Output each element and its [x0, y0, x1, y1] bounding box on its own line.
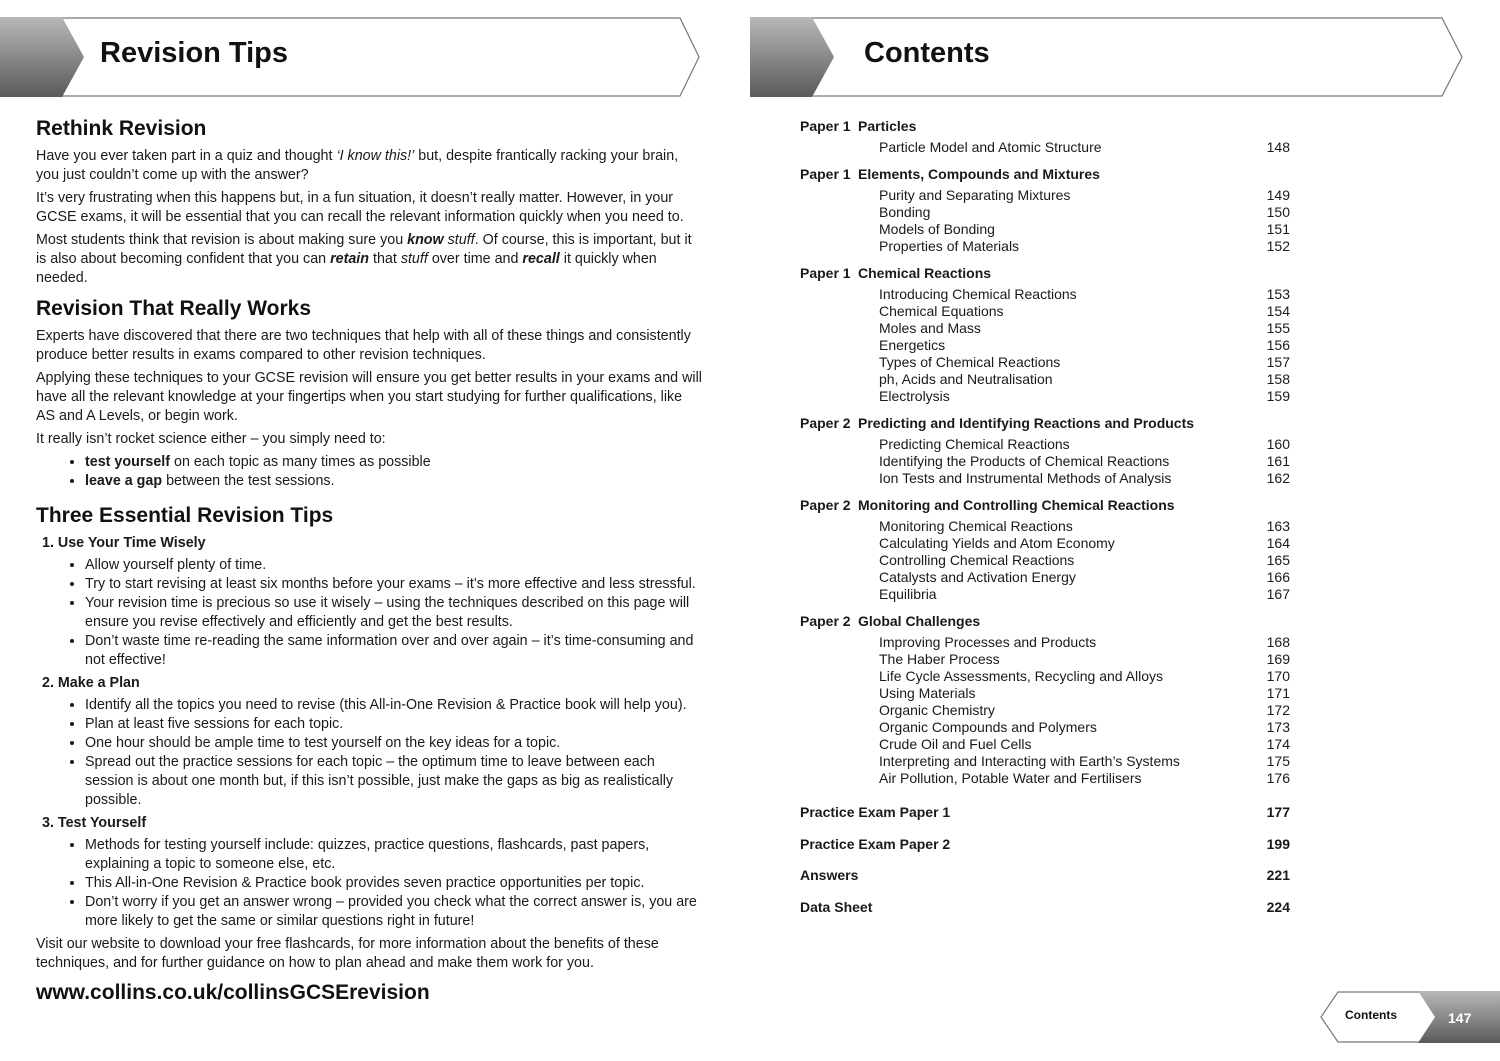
toc-section-heading — [800, 265, 1290, 282]
toc-entry-title: Chemical Equations — [879, 303, 1004, 319]
paper-label: Paper 2 — [800, 613, 851, 629]
revision-tips-content — [36, 116, 704, 1002]
toc-entry-title: Answers — [800, 867, 859, 883]
list-item: • Try to start revising at least six months before your exams – it’s more effective and less stressful. — [85, 575, 704, 594]
toc-entry[interactable] — [800, 518, 1290, 535]
toc-entry-page: 171 — [1266, 685, 1290, 701]
toc-entry[interactable] — [800, 651, 1290, 668]
toc-entry-page: 168 — [1266, 634, 1290, 650]
page-title: Revision Tips — [100, 37, 289, 69]
page-number: 147 — [1448, 1010, 1472, 1026]
toc-extra-entry[interactable] — [800, 836, 1290, 853]
toc-entry-page: 161 — [1266, 453, 1290, 469]
rethink-paragraph-2: It’s very frustrating when this happens but, in a fun situation, it doesn’t really matter. However, in your GCSE exams, it will be essential that you can recall the relevant information quickly when you need to. — [36, 190, 684, 225]
toc-entry-title: Crude Oil and Fuel Cells — [879, 736, 1032, 752]
list-item: • Allow yourself plenty of time. — [85, 556, 704, 575]
section-name: Chemical Reactions — [858, 265, 992, 281]
spacer — [800, 797, 1290, 804]
toc-entry-title: Interpreting and Interacting with Earth’s Systems — [879, 753, 1180, 769]
toc-entry-page: 158 — [1266, 371, 1290, 387]
text-bold: leave a gap — [85, 473, 163, 489]
toc-entry-page: 164 — [1266, 535, 1290, 551]
toc-entry[interactable] — [800, 337, 1290, 354]
toc-extra-entry[interactable] — [800, 804, 1290, 821]
rethink-paragraph-1 — [36, 147, 704, 185]
tip-1-heading: 1. Use Your Time Wisely — [42, 535, 206, 551]
toc-entry[interactable] — [800, 586, 1290, 603]
tip-2-list — [36, 696, 704, 810]
toc-entry[interactable] — [800, 371, 1290, 388]
toc-entry[interactable] — [800, 187, 1290, 204]
toc-section — [800, 166, 1290, 255]
toc-entry-title: Purity and Separating Mixtures — [879, 187, 1071, 203]
toc-entry-page: 157 — [1266, 354, 1290, 370]
paper-label: Paper 1 — [800, 265, 851, 281]
paper-label: Paper 1 — [800, 118, 851, 134]
toc-section-heading — [800, 497, 1290, 514]
toc-section — [800, 415, 1290, 487]
list-item: • This All-in-One Revision & Practice book provides seven practice opportunities per topic. — [85, 874, 704, 893]
toc-entry[interactable] — [800, 685, 1290, 702]
toc-entry-page: 175 — [1266, 753, 1290, 769]
works-heading: Revision That Really Works — [36, 297, 312, 320]
tip-3-heading: 3. Test Yourself — [42, 815, 147, 831]
text: . Of course, this is important, but it is also about becoming confident that you can — [36, 232, 692, 267]
works-paragraph-3: It really isn’t rocket science either – you simply need to: — [36, 431, 386, 447]
closing-paragraph: Visit our website to download your free flashcards, for more information about the benefits of these techniques, and for further guidance on how to plan ahead and make them work for you. — [36, 936, 659, 971]
toc-section-heading — [800, 415, 1290, 432]
toc-entry[interactable] — [800, 388, 1290, 405]
toc-entry-page: 150 — [1266, 204, 1290, 220]
toc-entry-title: Models of Bonding — [879, 221, 995, 237]
toc-entry[interactable] — [800, 668, 1290, 685]
toc-entry-title: Monitoring Chemical Reactions — [879, 518, 1073, 534]
text: between the test sessions. — [162, 473, 335, 489]
list-item — [85, 453, 704, 472]
tips-heading: Three Essential Revision Tips — [36, 504, 334, 527]
toc-entry-title: Types of Chemical Reactions — [879, 354, 1061, 370]
toc-entry-title: Practice Exam Paper 2 — [800, 835, 951, 852]
toc-entry[interactable] — [800, 753, 1290, 770]
toc-entry-title: Organic Chemistry — [879, 702, 995, 718]
toc-section — [800, 613, 1290, 787]
toc-entry-title: Energetics — [879, 337, 946, 353]
toc-entry-title: Equilibria — [879, 586, 937, 602]
toc-entry-page: 221 — [1266, 867, 1290, 883]
footer-label: Contents — [1345, 1008, 1397, 1022]
toc-entry-page: 152 — [1266, 238, 1290, 254]
toc-entry-title: Improving Processes and Products — [879, 634, 1097, 650]
toc-entry[interactable] — [800, 320, 1290, 337]
toc-entry-title: Catalysts and Activation Energy — [879, 569, 1076, 585]
toc-entry-title: Practice Exam Paper 1 — [800, 804, 951, 820]
toc-entry[interactable] — [800, 221, 1290, 238]
text: on each topic as many times as possible — [170, 454, 431, 470]
text-italic: stuff — [447, 232, 475, 248]
works-paragraph-2: Applying these techniques to your GCSE revision will ensure you get better results in your exams and will have all the relevant knowledge at your fingertips when you start studying for further qualifications, like AS and A Levels, or begin work. — [36, 370, 702, 424]
toc-entry-title: Moles and Mass — [879, 320, 981, 336]
website-link[interactable]: www.collins.co.uk/collinsGCSErevision — [36, 981, 430, 1004]
toc-entry-page: 166 — [1266, 569, 1290, 585]
rethink-paragraph-3 — [36, 231, 704, 288]
toc-entry-page: 172 — [1266, 702, 1290, 718]
technique-list — [36, 453, 704, 491]
toc-entry-title: Organic Compounds and Polymers — [879, 719, 1097, 735]
toc-entry-page: 148 — [1266, 139, 1290, 155]
toc-entry-title: Particle Model and Atomic Structure — [879, 139, 1102, 155]
toc-entry-page: 151 — [1266, 221, 1290, 237]
section-name: Particles — [858, 118, 917, 134]
toc-entry-title: Ion Tests and Instrumental Methods of Analysis — [879, 470, 1172, 486]
toc-entry-page: 170 — [1266, 668, 1290, 684]
section-name: Global Challenges — [858, 613, 981, 629]
toc-entry-title: Using Materials — [879, 685, 976, 701]
text: over time and — [427, 251, 523, 267]
section-name: Predicting and Identifying Reactions and Products — [858, 415, 1195, 431]
toc-entry[interactable] — [800, 238, 1290, 255]
toc-entry[interactable] — [800, 470, 1290, 487]
paper-label: Paper 2 — [800, 415, 851, 431]
toc-entry[interactable] — [800, 354, 1290, 371]
toc-entry-title: Life Cycle Assessments, Recycling and Alloys — [879, 668, 1164, 684]
text-bold-italic: retain — [330, 251, 370, 267]
list-item: • Spread out the practice sessions for each topic – the optimum time to leave between each session is about one month but, if this isn’t possible, just make the gaps as big as realistically possible. — [85, 753, 704, 810]
toc-entry[interactable] — [800, 736, 1290, 753]
list-item: • Your revision time is precious so use it wisely – using the techniques described on this page will ensure you revise effectively and efficiently and get the best results. — [85, 594, 704, 632]
contents-banner — [750, 17, 1470, 97]
list-item: • Identify all the topics you need to revise (this All-in-One Revision & Practice book will help you). — [85, 696, 704, 715]
list-item: • Don’t waste time re-reading the same information over and over again – it’s time-consuming and not effective! — [85, 632, 704, 670]
toc-entry-page: 160 — [1266, 436, 1290, 452]
toc-entry-page: 154 — [1266, 303, 1290, 319]
toc-entry-title: Predicting Chemical Reactions — [879, 436, 1070, 452]
toc-entry-title: Identifying the Products of Chemical Reactions — [879, 453, 1170, 469]
toc-section — [800, 497, 1290, 603]
toc-entry[interactable] — [800, 702, 1290, 719]
toc-section-heading — [800, 166, 1290, 183]
toc-section — [800, 118, 1290, 156]
toc-entry[interactable] — [800, 436, 1290, 453]
list-item — [85, 472, 704, 491]
toc-entry[interactable] — [800, 453, 1290, 470]
text-italic: stuff — [400, 251, 428, 267]
text-italic: ‘I know this!’ — [336, 148, 415, 164]
text-bold-italic: know — [407, 232, 444, 248]
section-name: Elements, Compounds and Mixtures — [858, 166, 1100, 182]
toc-entry-title: Bonding — [879, 204, 931, 220]
list-item: • Plan at least five sessions for each topic. — [85, 715, 704, 734]
toc-entry-page: 176 — [1266, 770, 1290, 786]
tip-1-list — [36, 556, 704, 670]
toc-entry-page: 173 — [1266, 719, 1290, 735]
text-bold-italic: recall — [522, 251, 560, 267]
text-bold: test yourself — [85, 454, 171, 470]
toc-extra-entry[interactable] — [800, 867, 1290, 884]
toc-entry-page: 163 — [1266, 518, 1290, 534]
text: it quickly when needed. — [36, 251, 657, 286]
toc-section — [800, 265, 1290, 405]
toc-entry-page: 162 — [1266, 470, 1290, 486]
toc-entry[interactable] — [800, 719, 1290, 736]
text: Most students think that revision is about making sure you — [36, 232, 408, 248]
toc-entry-title: Air Pollution, Potable Water and Fertilisers — [879, 770, 1142, 786]
toc-entry-page: 174 — [1266, 736, 1290, 752]
toc-entry-title: Properties of Materials — [879, 238, 1020, 254]
toc-entry[interactable] — [800, 569, 1290, 586]
toc-entry-page: 199 — [1266, 835, 1290, 852]
tip-2-heading: 2. Make a Plan — [42, 675, 140, 691]
toc-entry-title: Introducing Chemical Reactions — [879, 286, 1077, 302]
toc-entry-page: 177 — [1266, 804, 1290, 820]
toc-entry-title: The Haber Process — [879, 651, 1000, 667]
text: Have you ever taken part in a quiz and thought — [36, 148, 337, 164]
toc-entry[interactable] — [800, 770, 1290, 787]
toc-entry-title: Data Sheet — [800, 898, 873, 915]
toc-entry-page: 159 — [1266, 388, 1290, 404]
toc-entry-title: Calculating Yields and Atom Economy — [879, 535, 1115, 551]
toc-entry[interactable] — [800, 139, 1290, 156]
paper-label: Paper 2 — [800, 497, 851, 513]
tip-3-list — [36, 836, 704, 931]
revision-tips-banner — [0, 17, 702, 97]
paper-label: Paper 1 — [800, 166, 851, 182]
text: but, despite frantically racking your brain, you just couldn’t come up with the answer? — [36, 148, 679, 183]
toc-entry[interactable] — [800, 552, 1290, 569]
toc-entry-page: 155 — [1266, 320, 1290, 336]
rethink-heading: Rethink Revision — [36, 117, 207, 140]
table-of-contents — [800, 118, 1290, 930]
list-item: • Methods for testing yourself include: quizzes, practice questions, flashcards, past papers, explaining a topic to someone else, etc. — [85, 836, 704, 874]
works-paragraph-1: Experts have discovered that there are two techniques that help with all of these things and consistently produce better results in exams compared to other revision techniques. — [36, 328, 691, 363]
list-item: • Don’t worry if you get an answer wrong – provided you check what the correct answer is, you are more likely to get the same or similar questions right in future! — [85, 893, 704, 931]
contents-title: Contents — [864, 37, 990, 69]
toc-entry-page: 156 — [1266, 337, 1290, 353]
toc-entry-page: 169 — [1266, 651, 1290, 667]
toc-entry-title: Controlling Chemical Reactions — [879, 552, 1075, 568]
toc-entry-title: Electrolysis — [879, 388, 950, 404]
banner-shape — [750, 17, 1470, 97]
toc-entry-page: 149 — [1266, 187, 1290, 203]
section-name: Monitoring and Controlling Chemical Reactions — [858, 497, 1175, 513]
toc-entry[interactable] — [800, 535, 1290, 552]
toc-entry[interactable] — [800, 204, 1290, 221]
toc-entry-page: 167 — [1266, 586, 1290, 602]
toc-entry-title: ph, Acids and Neutralisation — [879, 371, 1053, 387]
toc-entry[interactable] — [800, 303, 1290, 320]
toc-entry-page: 153 — [1266, 286, 1290, 302]
toc-section-heading — [800, 118, 1290, 135]
list-item: • One hour should be ample time to test yourself on the key ideas for a topic. — [85, 734, 704, 753]
toc-entry-page: 165 — [1266, 552, 1290, 568]
toc-section-heading — [800, 613, 1290, 630]
toc-extra-entry[interactable] — [800, 899, 1290, 916]
toc-entry[interactable] — [800, 286, 1290, 303]
toc-entry-page: 224 — [1266, 898, 1290, 915]
toc-entry[interactable] — [800, 634, 1290, 651]
text: that — [369, 251, 401, 267]
